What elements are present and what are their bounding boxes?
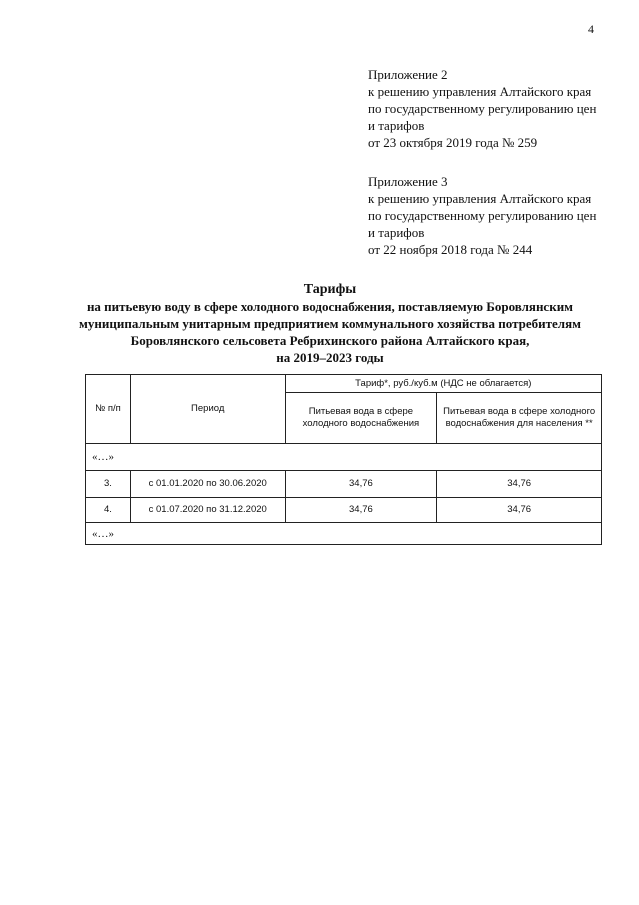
ellipsis-row-top: «…» bbox=[86, 444, 602, 471]
table-row bbox=[86, 498, 602, 523]
row-num: 4. bbox=[86, 498, 131, 523]
title-line: Тарифы bbox=[303, 282, 357, 297]
table-row bbox=[86, 471, 602, 498]
appendix-line: и тарифов bbox=[368, 118, 425, 133]
appendix-line: Приложение 2 bbox=[368, 67, 448, 82]
title-line: муниципальным унитарным предприятием коммунального хозяйства потребителям bbox=[79, 316, 581, 331]
title-line: Боровлянского сельсовета Ребрихинского района Алтайского края, bbox=[130, 333, 530, 348]
appendix-line: Приложение 3 bbox=[368, 174, 448, 189]
row-value: 34,76 bbox=[285, 471, 437, 498]
appendix-line: по государственному регулированию цен bbox=[368, 208, 597, 223]
header-period: Период bbox=[130, 375, 285, 444]
table-row bbox=[86, 523, 602, 545]
table-header-row bbox=[86, 375, 602, 393]
page-number: 4 bbox=[588, 22, 594, 36]
appendix-line: от 23 октября 2019 года № 259 bbox=[368, 135, 538, 150]
row-period: с 01.01.2020 по 30.06.2020 bbox=[130, 471, 285, 498]
document-title bbox=[60, 281, 600, 366]
appendix-line: по государственному регулированию цен bbox=[368, 101, 597, 116]
appendix-header-2 bbox=[368, 66, 596, 151]
table-row bbox=[86, 444, 602, 471]
appendix-header-3 bbox=[368, 173, 596, 258]
header-tariff: Тариф*, руб./куб.м (НДС не облагается) bbox=[285, 375, 601, 393]
appendix-line: от 22 ноября 2018 года № 244 bbox=[368, 242, 533, 257]
row-period: с 01.07.2020 по 31.12.2020 bbox=[130, 498, 285, 523]
title-line: на 2019–2023 годы bbox=[276, 350, 384, 365]
header-sub-general: Питьевая вода в сфере холодного водоснабжения bbox=[285, 393, 437, 444]
header-num: № п/п bbox=[86, 375, 131, 444]
ellipsis-row-bottom: «…» bbox=[86, 523, 602, 545]
header-sub-population: Питьевая вода в сфере холодного водоснабжения для населения ** bbox=[437, 393, 602, 444]
tariff-table bbox=[85, 374, 602, 545]
row-num: 3. bbox=[86, 471, 131, 498]
appendix-line: к решению управления Алтайского края bbox=[368, 191, 592, 206]
row-value: 34,76 bbox=[437, 471, 602, 498]
title-line: на питьевую воду в сфере холодного водоснабжения, поставляемую Боровлянским bbox=[86, 299, 574, 314]
appendix-line: к решению управления Алтайского края bbox=[368, 84, 592, 99]
appendix-line: и тарифов bbox=[368, 225, 425, 240]
row-value: 34,76 bbox=[285, 498, 437, 523]
row-value: 34,76 bbox=[437, 498, 602, 523]
